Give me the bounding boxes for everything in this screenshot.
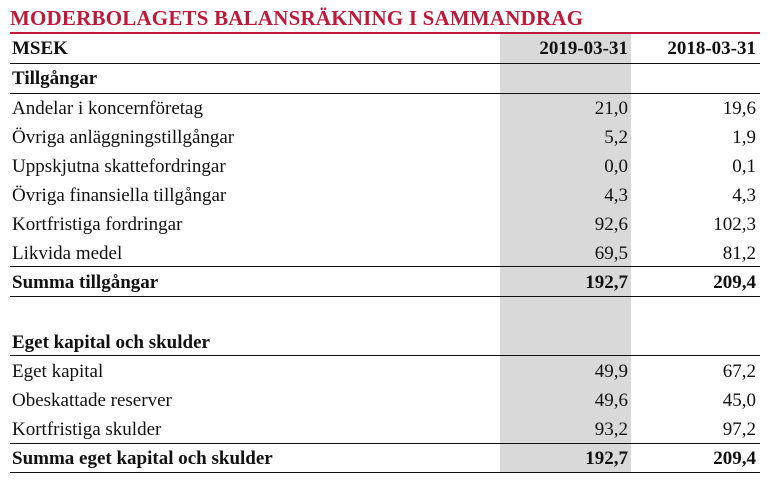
report-title: MODERBOLAGETS BALANSRÄKNING I SAMMANDRAG (10, 6, 584, 30)
table-row: Övriga anläggningstillgångar 5,2 1,9 (12, 127, 756, 148)
header-row (10, 34, 760, 63)
column-header-2018: 2018-03-31 (667, 38, 756, 59)
total-row-assets: Summa tillgångar 192,7 209,4 (12, 272, 756, 293)
column-header-2019: 2019-03-31 (539, 38, 628, 59)
table-row: Likvida medel 69,5 81,2 (12, 243, 756, 264)
total-bottom-rule (10, 296, 760, 297)
table-row: Kortfristiga fordringar 92,6 102,3 (12, 214, 756, 235)
table-row: Eget kapital 49,9 67,2 (12, 361, 756, 382)
total-row-equity: Summa eget kapital och skulder 192,7 209,4 (12, 448, 756, 469)
section-heading-equity: Eget kapital och skulder (12, 332, 210, 353)
total-bottom-rule (10, 472, 760, 473)
table-row: Obeskattade reserver 49,6 45,0 (12, 390, 756, 411)
table-row: Kortfristiga skulder 93,2 97,2 (12, 419, 756, 440)
section-rule (10, 355, 760, 356)
section-heading-assets: Tillgångar (12, 68, 98, 89)
table-row: Andelar i koncernföretag 21,0 19,6 (12, 98, 756, 119)
unit-label: MSEK (12, 38, 68, 59)
table-row: Övriga finansiella tillgångar 4,3 4,3 (12, 185, 756, 206)
total-rule (10, 266, 760, 267)
table-row: Uppskjutna skattefordringar 0,0 0,1 (12, 156, 756, 177)
